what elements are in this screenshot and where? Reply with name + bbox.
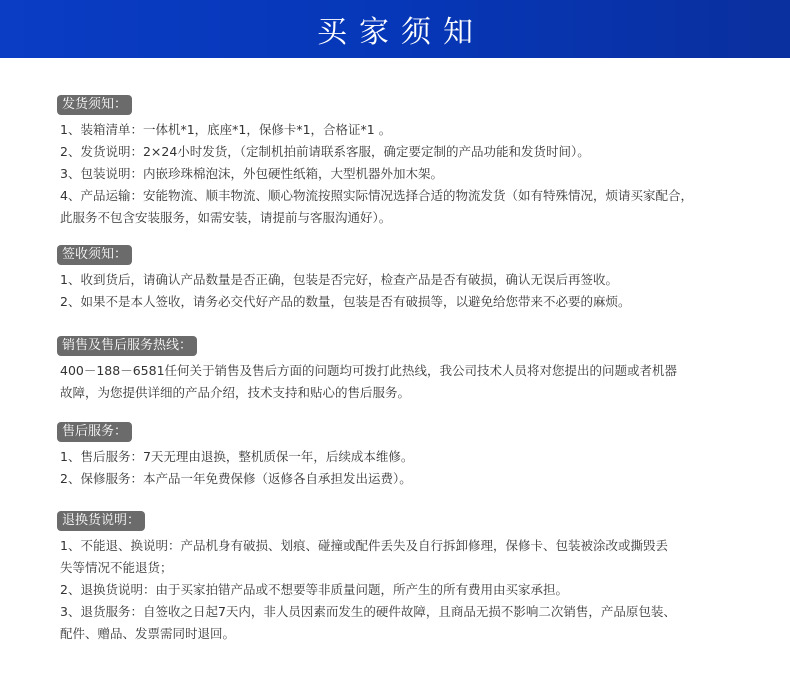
list-item: 1、收到货后，请确认产品数量是否正确，包装是否完好，检查产品是否有破损，确认无误后再签收。: [60, 272, 618, 287]
section-after-sales: [57, 420, 757, 490]
section-hotline: [57, 334, 757, 404]
list-item: 1、售后服务：7天无理由退换，整机质保一年，后续成本维修。: [60, 449, 414, 464]
section-heading: 签收须知：: [57, 245, 132, 265]
list-item: 故障，为您提供详细的产品介绍，技术支持和贴心的售后服务。: [60, 385, 411, 400]
list-item: 2、保修服务：本产品一年免费保修（返修各自承担发出运费）。: [60, 471, 412, 486]
list-item: 3、包装说明：内嵌珍珠棉泡沫，外包硬性纸箱，大型机器外加木架。: [60, 166, 443, 181]
section-heading: 售后服务：: [57, 422, 132, 442]
section-heading: 退换货说明：: [57, 511, 145, 531]
section-heading: 发货须知：: [57, 95, 132, 115]
page-title: 买家须知: [317, 15, 485, 50]
header-banner: [0, 0, 790, 58]
list-item: 2、发货说明：2×24小时发货，（定制机拍前请联系客服，确定要定制的产品功能和发货时间）。: [60, 144, 590, 159]
list-item: 1、装箱清单：一体机*1，底座*1，保修卡*1，合格证*1 。: [60, 122, 392, 137]
list-item: 400－188－6581任何关于销售及售后方面的问题均可拨打此热线，我公司技术人员将对您提出的问题或者机器: [60, 363, 678, 378]
list-item: 3、退货服务：自签收之日起7天内，非人员因素而发生的硬件故障，且商品无损不影响二次销售，产品原包装、: [60, 604, 676, 619]
section-receipt: [57, 243, 757, 313]
list-item: 2、如果不是本人签收，请务必交代好产品的数量，包装是否有破损等，以避免给您带来不必要的麻烦。: [60, 294, 631, 309]
section-returns: [57, 509, 757, 645]
list-item: 此服务不包含安装服务，如需安装，请提前与客服沟通好）。: [60, 210, 392, 225]
list-item: 失等情况不能退货；: [60, 560, 173, 575]
list-item: 2、退换货说明：由于买家拍错产品或不想要等非质量问题，所产生的所有费用由买家承担。: [60, 582, 568, 597]
section-heading: 销售及售后服务热线：: [57, 336, 197, 356]
list-item: 配件、赠品、发票需同时退回。: [60, 626, 236, 641]
list-item: 1、不能退、换说明：产品机身有破损、划痕、碰撞或配件丢失及自行拆卸修理，保修卡、包装被涂改或撕毁丢: [60, 538, 668, 553]
list-item: 4、产品运输：安能物流、顺丰物流、顺心物流按照实际情况选择合适的物流发货（如有特殊情况，烦请买家配合，: [60, 188, 693, 203]
section-shipping: [57, 93, 757, 229]
